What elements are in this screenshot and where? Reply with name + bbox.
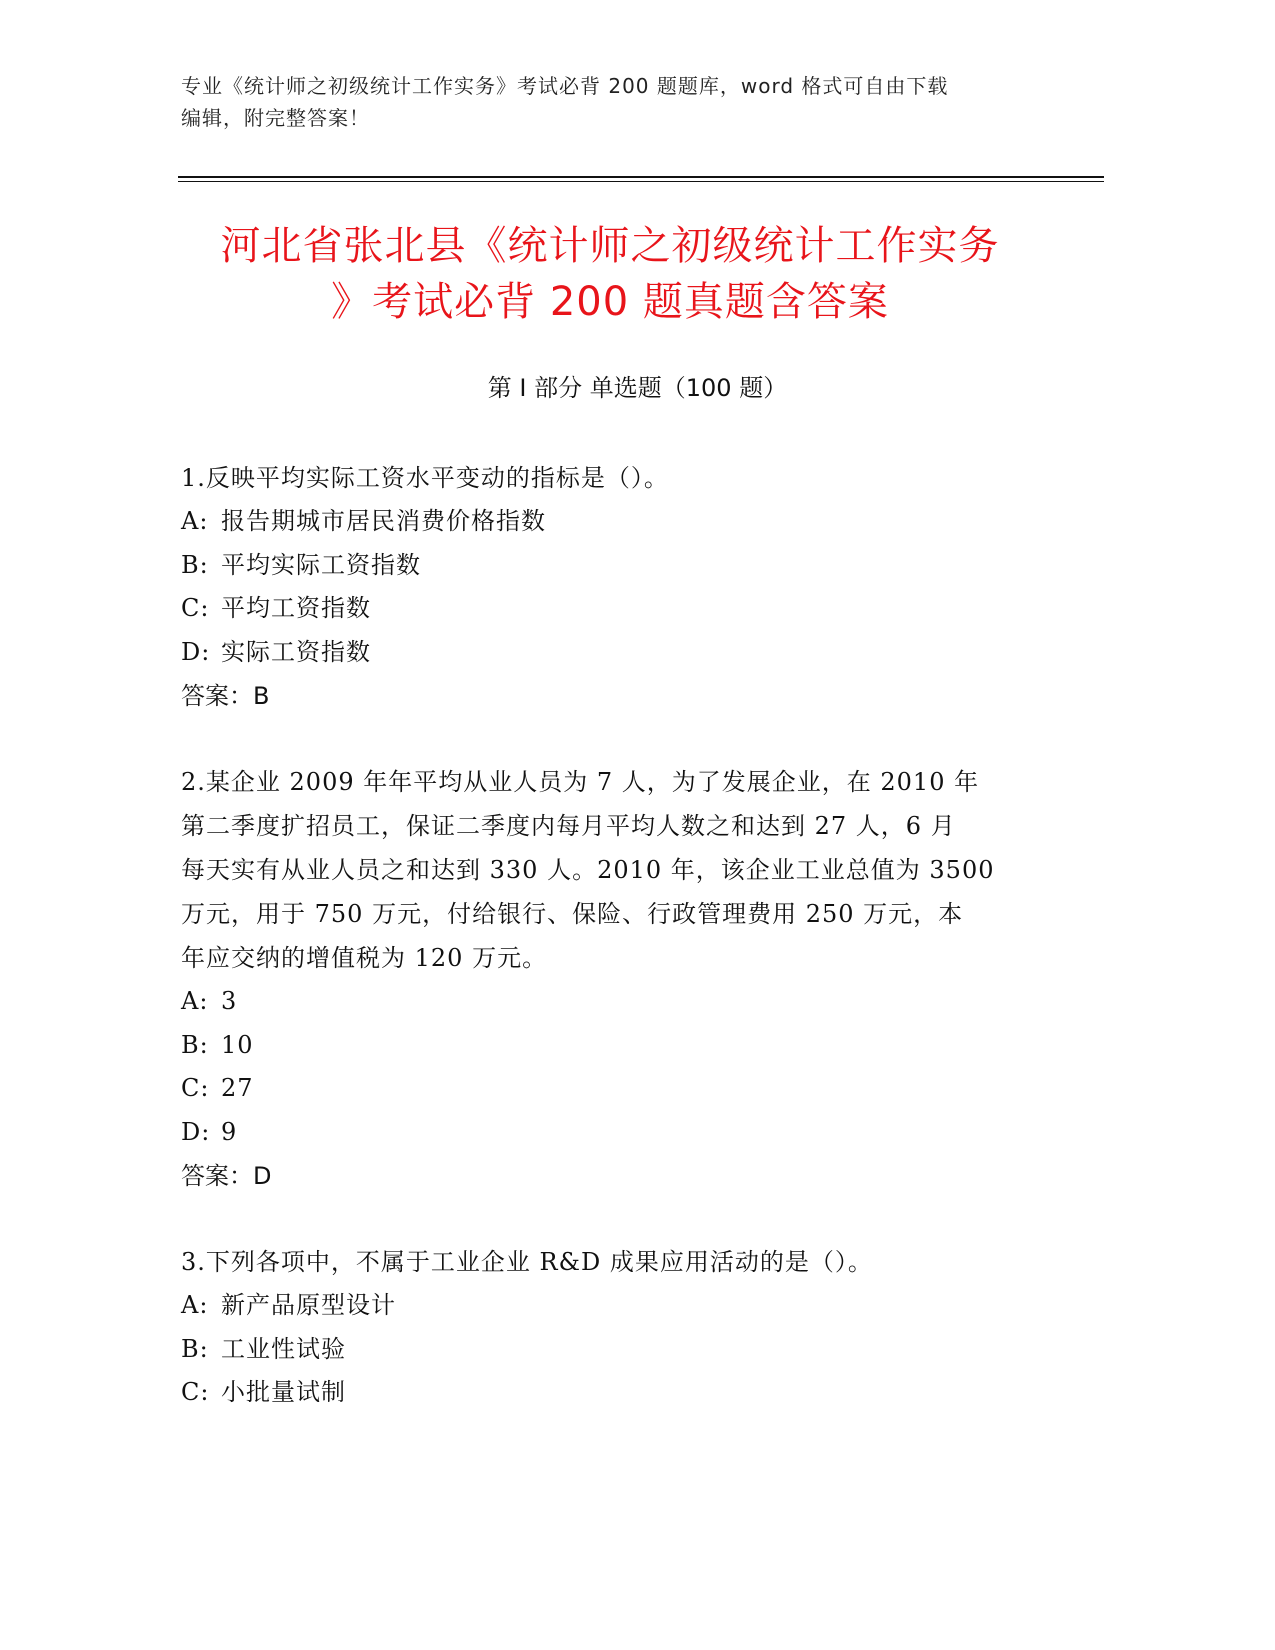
option-d [181,631,1041,675]
question-3 [181,1240,1041,1415]
question-stem-line: 万元，用于 750 万元，付给银行、保险、行政管理费用 250 万元，本 [181,900,964,928]
option-key: D: [181,637,211,666]
option-text: 实际工资指数 [221,637,371,666]
option-text: 9 [221,1117,238,1146]
option-a [181,500,1041,544]
option-key: B: [181,1030,209,1059]
section-title: 第 I 部分 单选题（100 题） [487,374,788,402]
header-divider-thick [178,176,1104,178]
option-key: A: [181,507,209,535]
option-key: C: [181,1074,210,1102]
question-stem-line: 1.反映平均实际工资水平变动的指标是（）。 [181,464,669,492]
document-title-line-1: 河北省张北县《统计师之初级统计工作实务 [220,223,1000,269]
option-text: 27 [221,1074,254,1102]
header-note [181,70,1041,134]
option-key: A: [181,987,209,1015]
answer-line: 答案：D [181,1162,272,1190]
option-text: 小批量试制 [221,1378,346,1406]
option-b [181,544,1041,588]
option-key: C: [181,1378,210,1406]
answer-line: 答案：B [181,682,270,710]
option-text: 报告期城市居民消费价格指数 [221,507,546,535]
option-key: A: [181,1291,209,1319]
document-title [170,218,1050,330]
option-key: D: [181,1117,211,1146]
option-b [181,1024,1041,1068]
option-c [181,1371,1041,1415]
question-stem-line: 3.下列各项中，不属于工业企业 R&D 成果应用活动的是（）。 [181,1248,873,1276]
option-text: 3 [221,987,238,1015]
option-d [181,1111,1041,1155]
question-stem-line: 年应交纳的增值税为 120 万元。 [181,944,548,972]
question-2 [181,760,1041,1198]
question-stem-line: 2.某企业 2009 年年平均从业人员为 7 人，为了发展企业，在 2010 年 [181,768,980,796]
option-text: 平均工资指数 [221,594,371,622]
option-b [181,1328,1041,1372]
option-text: 新产品原型设计 [221,1291,396,1319]
header-note-line-2: 编辑，附完整答案！ [181,106,370,130]
option-c [181,1067,1041,1111]
question-stem-line: 第二季度扩招员工，保证二季度内每月平均人数之和达到 27 人，6 月 [181,812,956,840]
option-text: 工业性试验 [221,1334,346,1363]
question-1 [181,456,1041,718]
option-a [181,980,1041,1024]
option-key: C: [181,594,210,622]
option-text: 平均实际工资指数 [221,550,421,579]
option-c [181,587,1041,631]
header-divider-thin [178,181,1104,182]
document-title-line-2: 》考试必背 200 题真题含答案 [331,279,889,325]
option-a [181,1284,1041,1328]
header-note-line-1: 专业《统计师之初级统计工作实务》考试必背 200 题题库，word 格式可自由下载 [181,74,949,98]
option-text: 10 [221,1030,254,1059]
option-key: B: [181,1334,209,1363]
question-stem-line: 每天实有从业人员之和达到 330 人。2010 年，该企业工业总值为 3500 [181,856,995,884]
option-key: B: [181,550,209,579]
